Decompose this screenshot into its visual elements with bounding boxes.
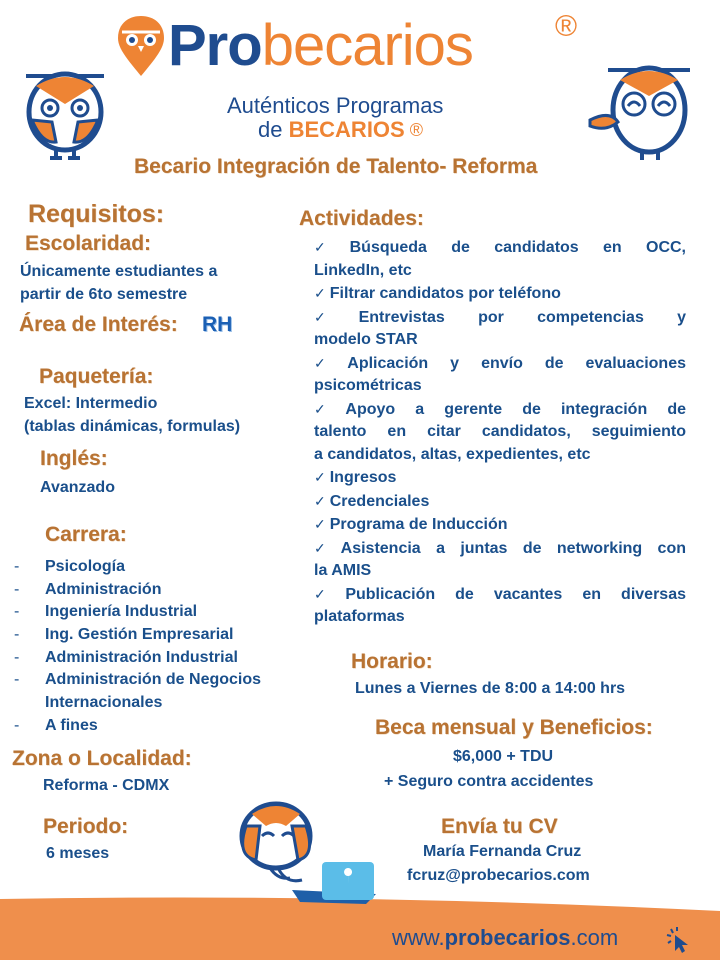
actividad-text: Apoyo a gerente de integración de xyxy=(345,400,686,418)
requisitos-heading: Requisitos: xyxy=(28,200,165,228)
actividad-text: Programa de Inducción xyxy=(329,516,508,533)
escolaridad-heading: Escolaridad: xyxy=(25,232,152,255)
actividad-item-cont xyxy=(314,260,686,283)
beca-line1: $6,000 + TDU xyxy=(453,748,554,765)
actividad-item xyxy=(314,306,686,330)
website-www: www. xyxy=(392,925,445,950)
actividad-text: Asistencia a juntas de networking con xyxy=(340,539,686,557)
actividad-item xyxy=(314,282,686,306)
website-tld: .com xyxy=(570,925,619,950)
check-icon: ✓ xyxy=(314,585,342,602)
horario-value: Lunes a Viernes de 8:00 a 14:00 hrs xyxy=(355,680,626,697)
area-value: RH xyxy=(202,313,233,336)
carrera-item: - Administración de Negocios xyxy=(14,671,262,688)
carrera-item: - Ingeniería Industrial xyxy=(14,603,198,620)
area-heading: Área de Interés: xyxy=(19,313,178,336)
job-title: Becario Integración de Talento- Reforma xyxy=(134,155,538,178)
tagline-line1: Auténticos Programas xyxy=(227,93,444,118)
paqueteria-line2: (tablas dinámicas, formulas) xyxy=(24,417,241,435)
actividades-heading: Actividades: xyxy=(299,207,424,230)
owl-laptop-icon xyxy=(226,796,376,906)
periodo-value: 6 meses xyxy=(46,845,110,862)
actividad-text: Búsqueda de candidatos en OCC, xyxy=(349,239,687,256)
horario-heading: Horario: xyxy=(351,650,433,673)
carrera-item: - Ing. Gestión Empresarial xyxy=(14,626,234,643)
carrera-label: Ing. Gestión Empresarial xyxy=(45,626,234,643)
carrera-item: - Psicología xyxy=(14,558,126,575)
beca-heading: Beca mensual y Beneficios: xyxy=(375,716,653,739)
carrera-label: Administración xyxy=(45,581,162,598)
carrera-heading: Carrera: xyxy=(45,523,127,546)
actividad-text: Ingresos xyxy=(329,469,397,486)
actividad-item xyxy=(314,490,686,514)
check-icon: ✓ xyxy=(314,308,355,325)
carrera-label: Administración de Negocios xyxy=(45,671,262,688)
carrera-item-cont xyxy=(14,692,162,715)
periodo-heading: Periodo: xyxy=(43,815,129,838)
actividad-text: psicométricas xyxy=(314,377,422,394)
cursor-click-icon xyxy=(665,925,691,953)
actividad-text: Publicación de vacantes en diversas xyxy=(345,585,686,603)
actividad-item xyxy=(314,513,686,537)
tagline-de: de xyxy=(258,117,289,142)
actividad-text: la AMIS xyxy=(314,562,372,579)
owl-right-icon xyxy=(584,60,694,164)
logo-pro-text: Pro xyxy=(168,13,262,78)
ingles-heading: Inglés: xyxy=(40,447,108,470)
logo-pin-icon xyxy=(116,14,166,78)
contact-email-link[interactable]: fcruz@probecarios.com xyxy=(407,867,590,884)
website-domain: probecarios xyxy=(444,925,571,950)
contact-name: María Fernanda Cruz xyxy=(423,843,582,860)
owl-left-icon xyxy=(22,64,108,160)
actividad-item xyxy=(314,583,686,607)
carrera-label: Ingeniería Industrial xyxy=(45,603,198,620)
brand-logo xyxy=(168,13,473,78)
actividad-text: Entrevistas por competencias y xyxy=(358,308,687,326)
actividad-item-cont xyxy=(314,375,686,398)
check-icon: ✓ xyxy=(314,469,326,485)
tagline-reg: ® xyxy=(404,120,423,140)
carrera-label: Internacionales xyxy=(45,694,163,711)
website-link[interactable] xyxy=(392,925,618,951)
carrera-label: Psicología xyxy=(45,558,126,575)
actividad-item xyxy=(314,398,686,422)
carrera-label: A fines xyxy=(45,717,98,734)
zona-heading: Zona o Localidad: xyxy=(12,747,192,770)
check-icon: ✓ xyxy=(314,539,337,556)
paqueteria-value xyxy=(24,393,240,438)
check-icon: ✓ xyxy=(314,239,346,255)
actividad-text: Filtrar candidatos por teléfono xyxy=(329,285,561,302)
actividad-item xyxy=(314,537,686,561)
actividad-text: plataformas xyxy=(314,608,405,625)
carrera-label: Administración Industrial xyxy=(45,649,238,666)
check-icon: ✓ xyxy=(314,285,326,301)
zona-value: Reforma - CDMX xyxy=(43,777,170,794)
check-icon: ✓ xyxy=(314,492,326,509)
escolaridad-line1: Únicamente estudiantes a xyxy=(20,263,218,280)
carrera-item: - Administración Industrial xyxy=(14,649,238,666)
registered-mark: ® xyxy=(555,10,578,43)
actividad-item-cont xyxy=(314,560,686,583)
check-icon: ✓ xyxy=(314,400,342,417)
logo-becarios-text: becarios xyxy=(261,13,473,78)
actividad-item-cont xyxy=(314,606,686,629)
actividad-text: a candidatos, altas, expedientes, etc xyxy=(314,445,591,463)
tagline-becarios: BECARIOS xyxy=(288,117,405,142)
actividades-list xyxy=(314,236,686,629)
carrera-item: - A fines xyxy=(14,717,98,734)
actividad-item xyxy=(314,236,686,260)
actividad-item xyxy=(314,466,686,490)
actividad-text: Credenciales xyxy=(329,492,430,510)
beca-line2: + Seguro contra accidentes xyxy=(384,773,594,790)
escolaridad-value xyxy=(20,261,217,306)
actividad-text: LinkedIn, etc xyxy=(314,261,412,279)
escolaridad-line2: partir de 6to semestre xyxy=(20,285,188,303)
actividad-text: talento en citar candidatos, seguimiento xyxy=(314,423,686,440)
paqueteria-heading: Paquetería: xyxy=(39,365,154,388)
actividad-item-cont xyxy=(314,421,686,444)
actividad-text: modelo STAR xyxy=(314,331,418,348)
tagline-line2 xyxy=(227,118,443,142)
cv-heading: Envía tu CV xyxy=(441,815,558,838)
carrera-item: - Administración xyxy=(14,581,162,598)
ingles-value: Avanzado xyxy=(40,479,115,496)
check-icon: ✓ xyxy=(314,516,326,532)
check-icon: ✓ xyxy=(314,354,344,371)
actividad-item xyxy=(314,352,686,376)
actividad-item-cont xyxy=(314,444,686,467)
actividad-item-cont xyxy=(314,329,686,352)
paqueteria-line1: Excel: Intermedio xyxy=(24,395,158,412)
tagline xyxy=(227,94,443,142)
actividad-text: Aplicación y envío de evaluaciones xyxy=(347,354,687,372)
